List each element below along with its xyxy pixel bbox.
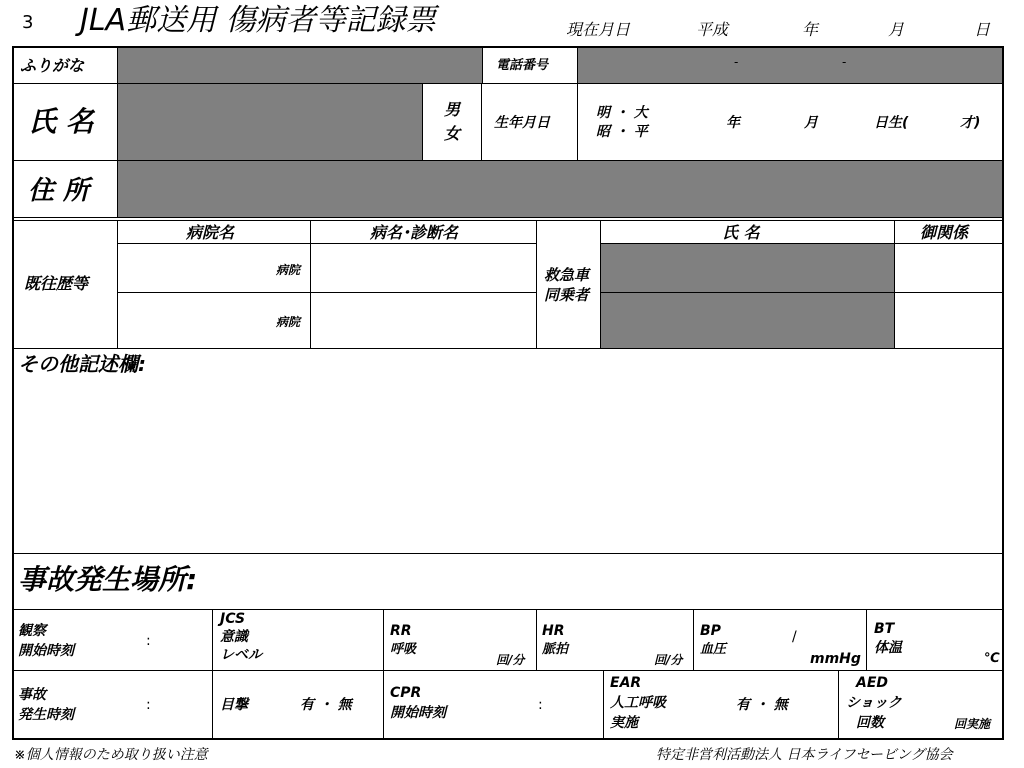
diagnosis-column-header: 病名･診断名 [370,223,459,242]
companion-name-field-2[interactable] [601,293,894,348]
companion-name-field-1[interactable] [601,244,894,292]
notes-field[interactable] [14,378,1002,552]
notes-label: その他記述欄: [18,352,146,376]
diagnosis-field-2[interactable] [311,293,536,348]
cpr-time-colon: : [538,697,543,713]
relation-header: 御関係 [920,223,969,242]
phone-label: 電話番号 [496,58,549,73]
ambulance-label: 救急車 [544,266,590,284]
rr-label: 呼吸 [390,642,417,657]
witness-label: 目撃 [220,697,248,713]
header-month: 月 [888,20,905,39]
bp-slash: / [792,629,797,645]
header-day: 日 [974,20,991,39]
hr-label: 脈拍 [542,642,569,657]
history-label: 既往歴等 [24,274,89,293]
hr-label: HR [542,623,565,639]
accident-time-label: 事故 [18,687,46,703]
name-field[interactable] [118,84,422,160]
birth-day-age: 日生( [874,115,909,131]
hospital-suffix: 病院 [276,263,301,277]
witness-options[interactable]: 有 ・ 無 [300,697,352,713]
accident-time-label: 発生時刻 [18,707,74,723]
bt-label: 体温 [874,640,902,656]
hospital-suffix: 病院 [276,315,301,329]
ear-label: EAR [610,675,642,691]
ear-label: 実施 [610,715,638,731]
address-label: 住 所 [28,176,90,206]
accident-place-field[interactable] [220,558,1000,606]
name-label: 氏 名 [28,105,94,138]
cpr-label: CPR [390,685,422,701]
header-year: 年 [802,20,819,39]
hospital-field-2[interactable] [118,293,310,348]
furigana-label: ふりがな [20,56,85,75]
form-title: JLA郵送用 傷病者等記録票 [80,3,436,38]
companion-name-header: 氏 名 [722,223,760,242]
page-number: 3 [22,12,34,33]
current-date-label: 現在月日 [566,20,631,39]
header-era: 平成 [696,20,729,39]
aed-label: AED [856,675,889,691]
phone-field[interactable] [578,48,1002,83]
hospital-column-header: 病院名 [186,223,235,242]
rr-unit: 回/分 [496,653,525,667]
birth-year: 年 [726,115,740,131]
bp-label: BP [700,623,721,639]
privacy-notice: ※個人情報のため取り扱い注意 [14,747,208,763]
jcs-label: レベル [220,647,262,663]
organization-name: 特定非営利活動法人 日本ライフセービング協会 [656,747,953,763]
hr-unit: 回/分 [654,653,683,667]
ear-label: 人工呼吸 [610,695,666,711]
bp-unit: mmHg [810,651,861,667]
aed-label: ショック [846,695,902,711]
gender-female[interactable]: 女 [444,124,461,143]
aed-label: 回数 [856,715,884,731]
aed-unit: 回実施 [954,717,991,731]
accident-time-colon: : [146,697,151,713]
jcs-label: 意識 [220,629,248,645]
obs-time-colon: : [146,633,151,649]
cpr-label: 開始時刻 [390,705,446,721]
furigana-field[interactable] [118,48,482,83]
accident-place-label: 事故発生場所: [18,563,198,596]
diagnosis-field-1[interactable] [311,244,536,292]
ambulance-label: 同乗者 [544,286,590,304]
birthdate-label: 生年月日 [494,115,550,131]
bt-label: BT [874,621,895,637]
bt-unit: ℃ [984,651,1000,666]
jcs-label: JCS [220,611,246,627]
obs-start-label: 観察 [18,623,46,639]
hospital-field-1[interactable] [118,244,310,292]
ear-options[interactable]: 有 ・ 無 [736,697,788,713]
relation-field-2[interactable] [895,293,1003,348]
birth-month: 月 [804,115,818,131]
relation-field-1[interactable] [895,244,1003,292]
address-field[interactable] [118,161,1002,217]
birth-era-top[interactable]: 明 ・ 大 [596,105,648,121]
phone-separator: - [842,55,847,69]
age-suffix: 才) [960,115,981,131]
rr-label: RR [390,623,412,639]
birth-era-bottom[interactable]: 昭 ・ 平 [596,124,648,140]
phone-separator: - [734,55,739,69]
obs-start-label: 開始時刻 [18,643,74,659]
bp-label: 血圧 [700,642,727,657]
gender-male[interactable]: 男 [444,100,461,119]
